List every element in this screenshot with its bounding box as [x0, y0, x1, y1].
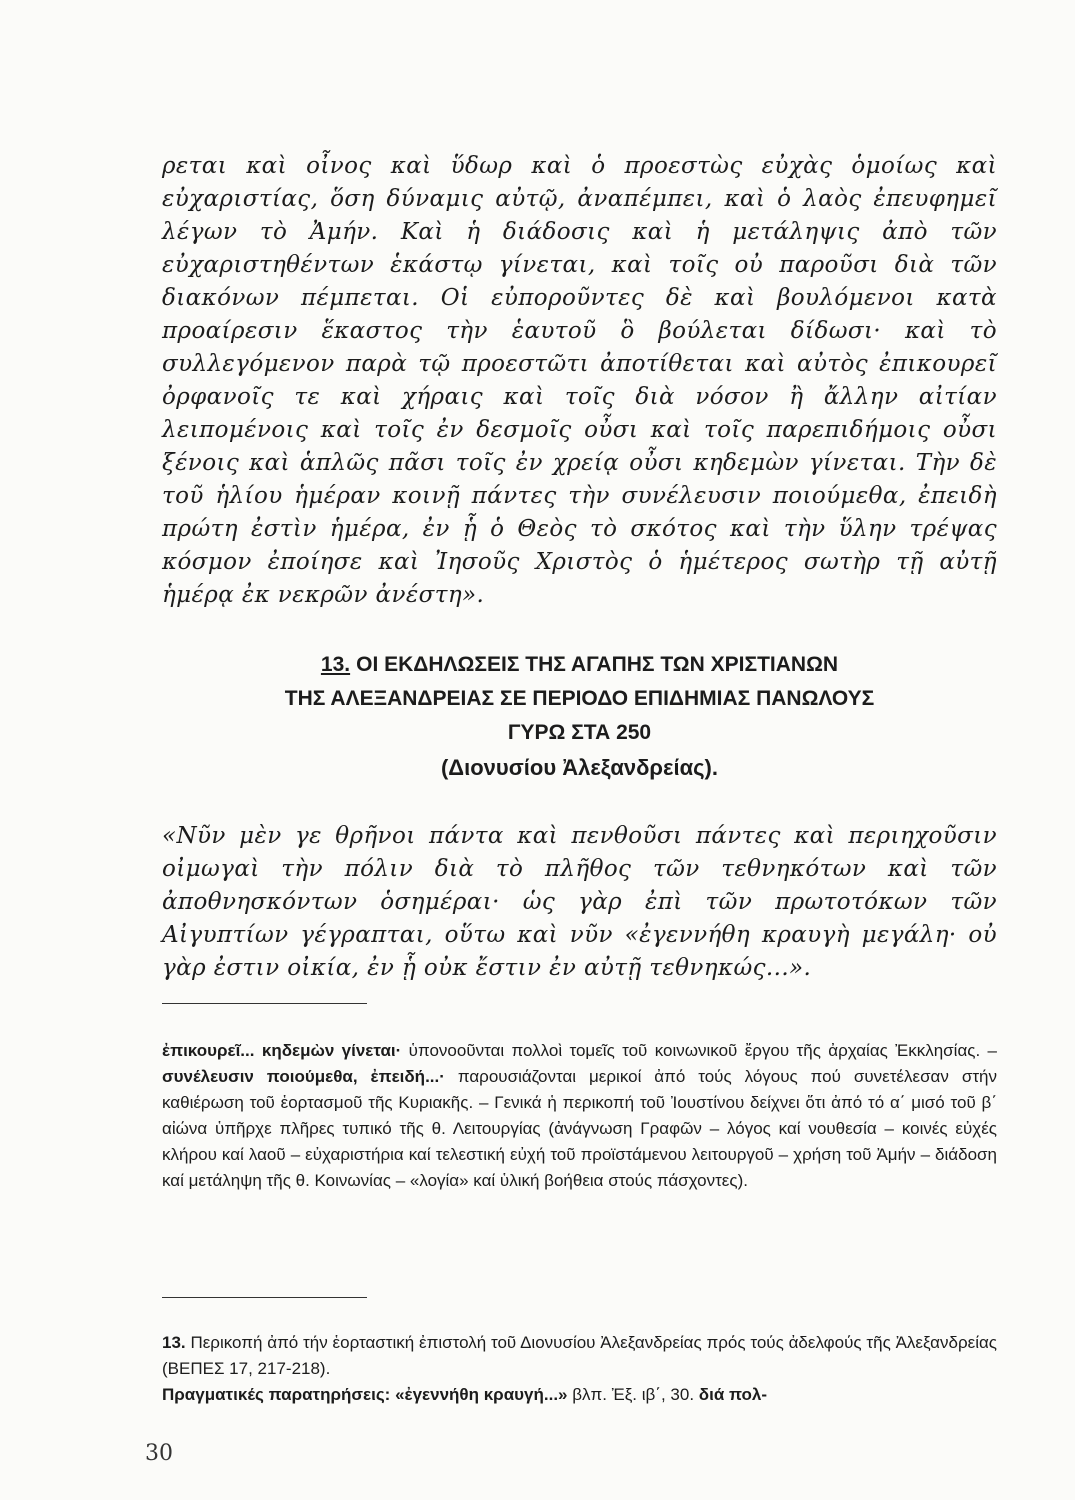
heading-subtitle: (Διονυσίου Ἀλεξανδρείας).	[440, 755, 718, 780]
main-text-paragraph: ρεται καὶ οἶνος καὶ ὕδωρ καὶ ὁ προεστὼς εὐχὰς ὁμοίως καὶ εὐχαριστίας, ὅση δύναμις αὐτῷ, ἀναπέμπει, καὶ ὁ λαὸς ἐπευφημεῖ λέγων τὸ Ἀμήν. Καὶ ἡ διάδοσις καὶ ἡ μετάληψις ἀπὸ τῶν εὐχαριστηθέντων ἑκάστῳ γίνεται, καὶ τοῖς οὐ παροῦσι διὰ τῶν διακόνων πέμπεται. Οἱ εὐποροῦντες δὲ καὶ βουλόμενοι κατὰ προαίρεσιν ἕκαστος τὴν ἑαυτοῦ ὃ βούλεται δίδωσι· καὶ τὸ συλλεγόμενον παρὰ τῷ προεστῶτι ἀποτίθεται καὶ αὐτὸς ἐπικουρεῖ ὀρφανοῖς τε καὶ χήραις καὶ τοῖς διὰ νόσον ἢ ἄλλην αἰτίαν λειπομένοις καὶ τοῖς ἐν δεσμοῖς οὖσι καὶ τοῖς παρεπιδήμοις οὖσι ξένοις καὶ ἁπλῶς πᾶσι τοῖς ἐν χρείᾳ οὖσι κηδεμὼν γίνεται. Τὴν δὲ τοῦ ἡλίου ἡμέραν κοινῇ πάντες τὴν συνέλευσιν ποιούμεθα, ἐπειδὴ πρώτη ἐστὶν ἡμέρα, ἐν ᾗ ὁ Θεὸς τὸ σκότος καὶ τὴν ὕλην τρέψας κόσμον ἐποίησε καὶ Ἰησοῦς Χριστὸς ὁ ἡμέτερος σωτὴρ τῇ αὐτῇ ἡμέρᾳ ἐκ νεκρῶν ἀνέστη».	[162, 153, 997, 608]
footnote-term-2: διά πολ-	[698, 1385, 768, 1404]
footnote-term-1: «ἐγεννήθη κραυγή...»	[390, 1385, 568, 1404]
note-term-1: ἐπικουρεῖ... κηδεμὼν γίνεται·	[162, 1041, 402, 1060]
heading-title-1: ΟΙ ΕΚΔΗΛΩΣΕΙΣ ΤΗΣ ΑΓΑΠΗΣ ΤΩΝ ΧΡΙΣΤΙΑΝΩΝ	[356, 653, 839, 676]
note-text-2: παρουσιάζονται μερικοί ἀπό τούς λόγους πού συνετέλεσαν στήν καθιέρωση τοῦ ἑορτασμοῦ τῆς Κυριακῆς. – Γενικά ἡ περικοπή τοῦ Ἰουστίνου δείχνει ὅτι ἀπό τό α΄ μισό τοῦ β΄ αἰώνα ὑπῆρχε πλῆρες τυπικό τῆς θ. Λειτουργίας (ἀνάγνωση Γραφῶν – λόγος καί νουθεσία – κοινές εὐχές κλήρου καί λαοῦ – εὐχαριστήρια καί τελεστική εὐχή τοῦ προϊστάμενου λειτουργοῦ – χρήση τοῦ Ἀμήν – διάδοση καί μετάληψη τῆς θ. Κοινωνίας – «λογία» καί ὑλική βοήθεια στούς πάσχοντες).	[162, 1067, 997, 1190]
footnote-divider-2	[162, 1297, 367, 1298]
quote-paragraph: «Νῦν μὲν γε θρῆνοι πάντα καὶ πενθοῦσι πάντες καὶ περιηχοῦσιν οἰμωγαὶ τὴν πόλιν διὰ τὸ πλῆθος τῶν τεθνηκότων καὶ τῶν ἀποθνησκόντων ὁσημέραι· ὡς γὰρ ἐπὶ τῶν πρωτοτόκων τῶν Αἰγυπτίων γέγραπται, οὕτω καὶ νῦν «ἐγεννήθη κραυγὴ μεγάλη· οὐ γὰρ ἐστιν οἰκία, ἐν ᾗ οὐκ ἔστιν ἐν αὐτῇ τεθνηκώς...».	[162, 823, 997, 981]
footnote-text: Περικοπή ἀπό τήν ἑορταστική ἐπιστολή τοῦ Διονυσίου Ἀλεξανδρείας πρός τούς ἀδελφούς τῆς Ἀλεξανδρείας (ΒΕΠΕΣ 17, 217-218).	[162, 1333, 997, 1378]
heading-line-3: ΓΥΡΩ ΣΤΑ 250	[507, 721, 652, 744]
footnote-ref: βλπ. Ἐξ. ιβ΄, 30.	[567, 1385, 699, 1404]
footnote-number: 13.	[162, 1333, 186, 1352]
footnote-13	[162, 1330, 997, 1408]
footnote-label: Πραγματικές παρατηρήσεις:	[162, 1385, 391, 1404]
heading-line-2: ΤΗΣ ΑΛΕΞΑΝΔΡΕΙΑΣ ΣΕ ΠΕΡΙΟΔΟ ΕΠΙΔΗΜΙΑΣ ΠΑΝΩΛΟΥΣ	[284, 687, 875, 710]
commentary-note	[162, 1038, 997, 1194]
heading-line-1	[162, 648, 997, 682]
note-term-2: συνέλευσιν ποιούμεθα, ἐπειδή...·	[162, 1067, 445, 1086]
section-heading	[162, 648, 997, 786]
page-number: 30	[145, 1441, 173, 1466]
section-number: 13.	[320, 653, 351, 676]
note-text-1: ὑπονοοῦνται πολλοὶ τομεῖς τοῦ κοινωνικοῦ ἔργου τῆς ἀρχαίας Ἐκκλησίας. –	[401, 1041, 997, 1060]
footnote-divider-1	[162, 1003, 367, 1004]
